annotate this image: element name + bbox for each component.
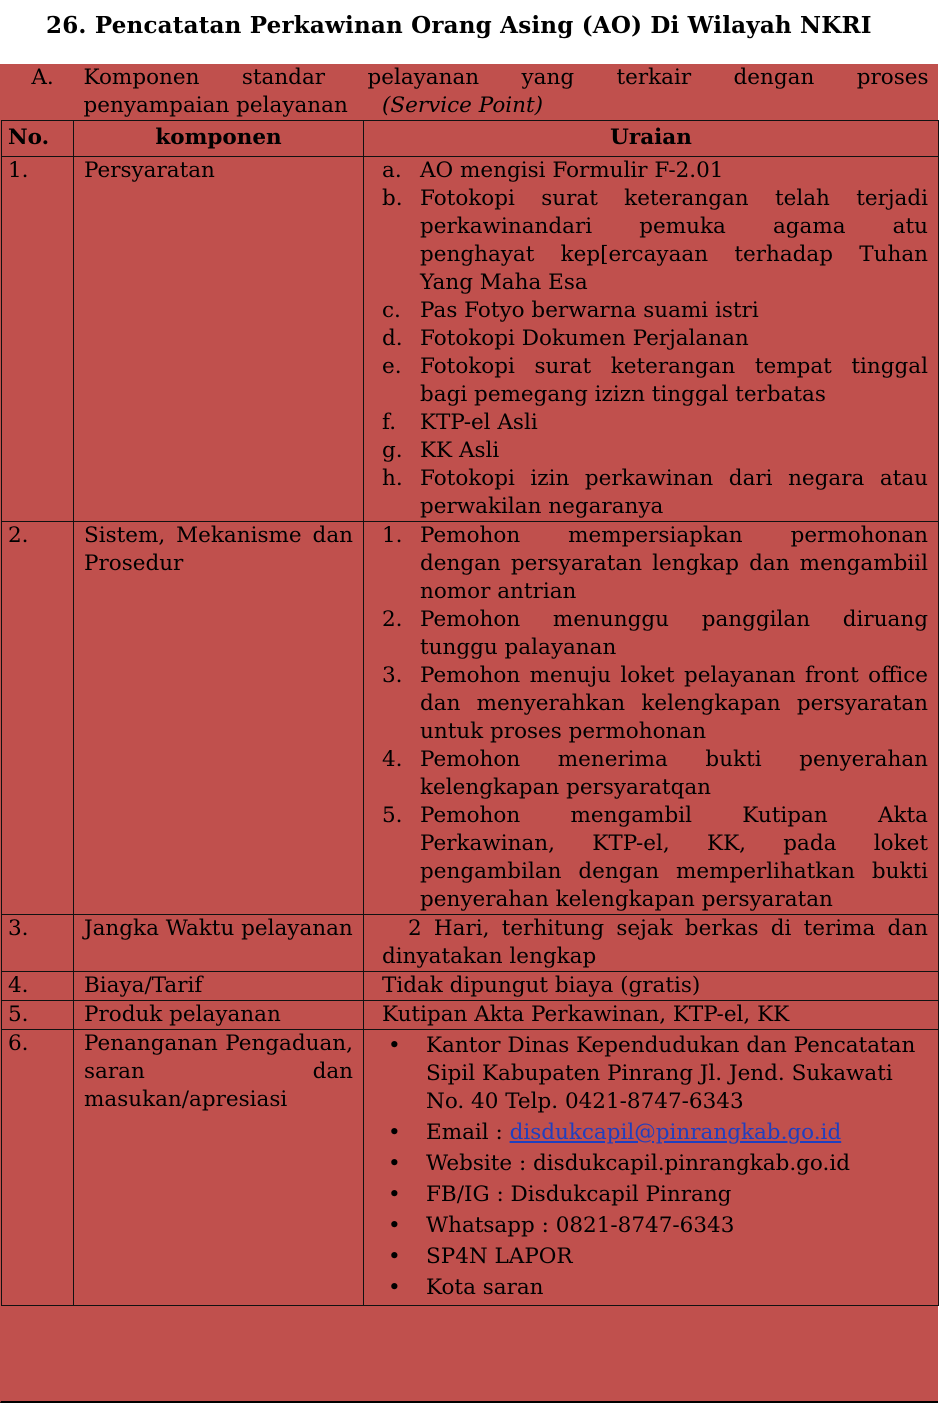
item-text: Pemohon menunggu panggilan diruang tunggu palayanan (420, 607, 928, 660)
row-number: 2. (2, 522, 74, 915)
table-row (2, 522, 939, 915)
list-item (382, 662, 928, 746)
header-komponen: komponen (74, 121, 364, 157)
table-header-row (2, 121, 939, 157)
header-uraian: Uraian (364, 121, 939, 157)
row-uraian (364, 1030, 939, 1306)
section-marker: A. (31, 65, 54, 90)
item-label: d. (382, 326, 403, 351)
list-item (382, 1181, 928, 1209)
row-uraian (364, 522, 939, 915)
row-komponen: Persyaratan (74, 157, 364, 522)
table-row (2, 1030, 939, 1306)
list-item (382, 1274, 928, 1302)
row-number: 5. (2, 1001, 74, 1030)
row-uraian: Kutipan Akta Perkawinan, KTP-el, KK (364, 1001, 939, 1030)
item-text: Whatsapp : 0821-8747-6343 (426, 1213, 735, 1238)
item-label: g. (382, 438, 403, 463)
item-text: Kota saran (426, 1275, 544, 1300)
item-text: Website : disdukcapil.pinrangkab.go.id (426, 1151, 850, 1176)
section-a-cell (2, 64, 939, 121)
bullet-icon: • (388, 1182, 401, 1207)
item-label: a. (382, 158, 402, 183)
item-text (426, 1119, 841, 1147)
contact-list (364, 1030, 938, 1302)
list-item (382, 353, 928, 409)
item-text: Pemohon menerima bukti penyerahan kelengkapan persyaratqan (420, 747, 928, 800)
list-item (382, 465, 928, 521)
service-point-label: (Service Point) (381, 93, 544, 118)
service-standard-table-container (0, 64, 938, 1403)
list-item (382, 746, 928, 802)
section-a-heading-line1: Komponen standar pelayanan yang terkair dengan proses (83, 65, 929, 90)
list-item (382, 1243, 928, 1271)
header-no: No. (2, 121, 74, 157)
table-row (2, 915, 939, 972)
row-komponen: Biaya/Tarif (74, 972, 364, 1001)
item-text: KK Asli (420, 438, 500, 463)
bullet-icon: • (388, 1120, 401, 1145)
item-text: KTP-el Asli (420, 410, 538, 435)
list-item (382, 409, 928, 437)
item-text: Kantor Dinas Kependudukan dan Pencatatan Sipil Kabupaten Pinrang Jl. Jend. Sukawati No. 40 Telp. 0421-8747-6343 (426, 1033, 916, 1114)
list-item (382, 437, 928, 465)
item-label: 2. (382, 607, 403, 632)
list-item (382, 1032, 928, 1116)
row-number: 1. (2, 157, 74, 522)
bullet-icon: • (388, 1151, 401, 1176)
requirements-list (364, 157, 938, 521)
row-komponen: Jangka Waktu pelayanan (74, 915, 364, 972)
row-komponen: Produk pelayanan (74, 1001, 364, 1030)
item-text: Pemohon mengambil Kutipan Akta Perkawinan, KTP-el, KK, pada loket pengambilan dengan memperlihatkan bukti penyerahan kelengkapan persyaratan (420, 803, 928, 912)
item-text: Fotokopi Dokumen Perjalanan (420, 326, 749, 351)
item-label: c. (382, 298, 401, 323)
service-standard-table (1, 64, 939, 1306)
item-text: FB/IG : Disdukcapil Pinrang (426, 1182, 732, 1207)
table-row (2, 972, 939, 1001)
list-item (382, 1150, 928, 1178)
item-text: Fotokopi surat keterangan tempat tinggal bagi pemegang izizn tinggal terbatas (420, 354, 928, 407)
bullet-icon: • (388, 1213, 401, 1238)
item-text: AO mengisi Formulir F-2.01 (420, 158, 724, 183)
email-label: Email : (426, 1120, 510, 1145)
item-text: Fotokopi izin perkawinan dari negara atau perwakilan negaranya (420, 466, 928, 519)
page-title: 26. Pencatatan Perkawinan Orang Asing (AO) Di Wilayah NKRI (46, 12, 872, 39)
section-a-heading-line2 (2, 92, 939, 120)
table-row (2, 157, 939, 522)
list-item (382, 1212, 928, 1240)
list-item (382, 185, 928, 297)
list-item (382, 325, 928, 353)
item-label: b. (382, 186, 403, 211)
row-komponen: Penanganan Pengaduan, saran dan masukan/apresiasi (74, 1030, 364, 1306)
table-row (2, 1001, 939, 1030)
email-link[interactable]: disdukcapil@pinrangkab.go.id (509, 1120, 842, 1145)
item-label: 5. (382, 803, 403, 828)
row-number: 6. (2, 1030, 74, 1306)
list-item (382, 802, 928, 914)
item-label: 4. (382, 747, 403, 772)
section-a-row (2, 64, 939, 121)
bullet-icon: • (388, 1275, 401, 1300)
item-text: Pemohon menuju loket pelayanan front office dan menyerahkan kelengkapan persyaratan untuk proses permohonan (420, 663, 928, 744)
section-a-heading-text: penyampaian pelayanan (83, 93, 348, 118)
item-label: h. (382, 466, 403, 491)
item-label: 1. (382, 523, 403, 548)
row-uraian (364, 157, 939, 522)
row-number: 3. (2, 915, 74, 972)
row-uraian: Tidak dipungut biaya (gratis) (364, 972, 939, 1001)
row-uraian: 2 Hari, terhitung sejak berkas di terima dan dinyatakan lengkap (364, 915, 939, 972)
list-item (382, 606, 928, 662)
item-text: Pemohon mempersiapkan permohonan dengan persyaratan lengkap dan mengambiil nomor antrian (420, 523, 928, 604)
item-label: 3. (382, 663, 403, 688)
list-item (382, 157, 928, 185)
row-komponen: Sistem, Mekanisme dan Prosedur (74, 522, 364, 915)
list-item (382, 522, 928, 606)
bullet-icon: • (388, 1033, 401, 1058)
item-text: Pas Fotyo berwarna suami istri (420, 298, 759, 323)
item-text: SP4N LAPOR (426, 1244, 573, 1269)
bullet-icon: • (388, 1244, 401, 1269)
item-label: e. (382, 354, 402, 379)
list-item (382, 297, 928, 325)
row-number: 4. (2, 972, 74, 1001)
item-label: f. (382, 410, 397, 435)
procedure-list (364, 522, 938, 914)
list-item (382, 1119, 928, 1147)
item-text: Fotokopi surat keterangan telah terjadi perkawinandari pemuka agama atu penghayat kep[ercayaan terhadap Tuhan Yang Maha Esa (420, 186, 928, 295)
